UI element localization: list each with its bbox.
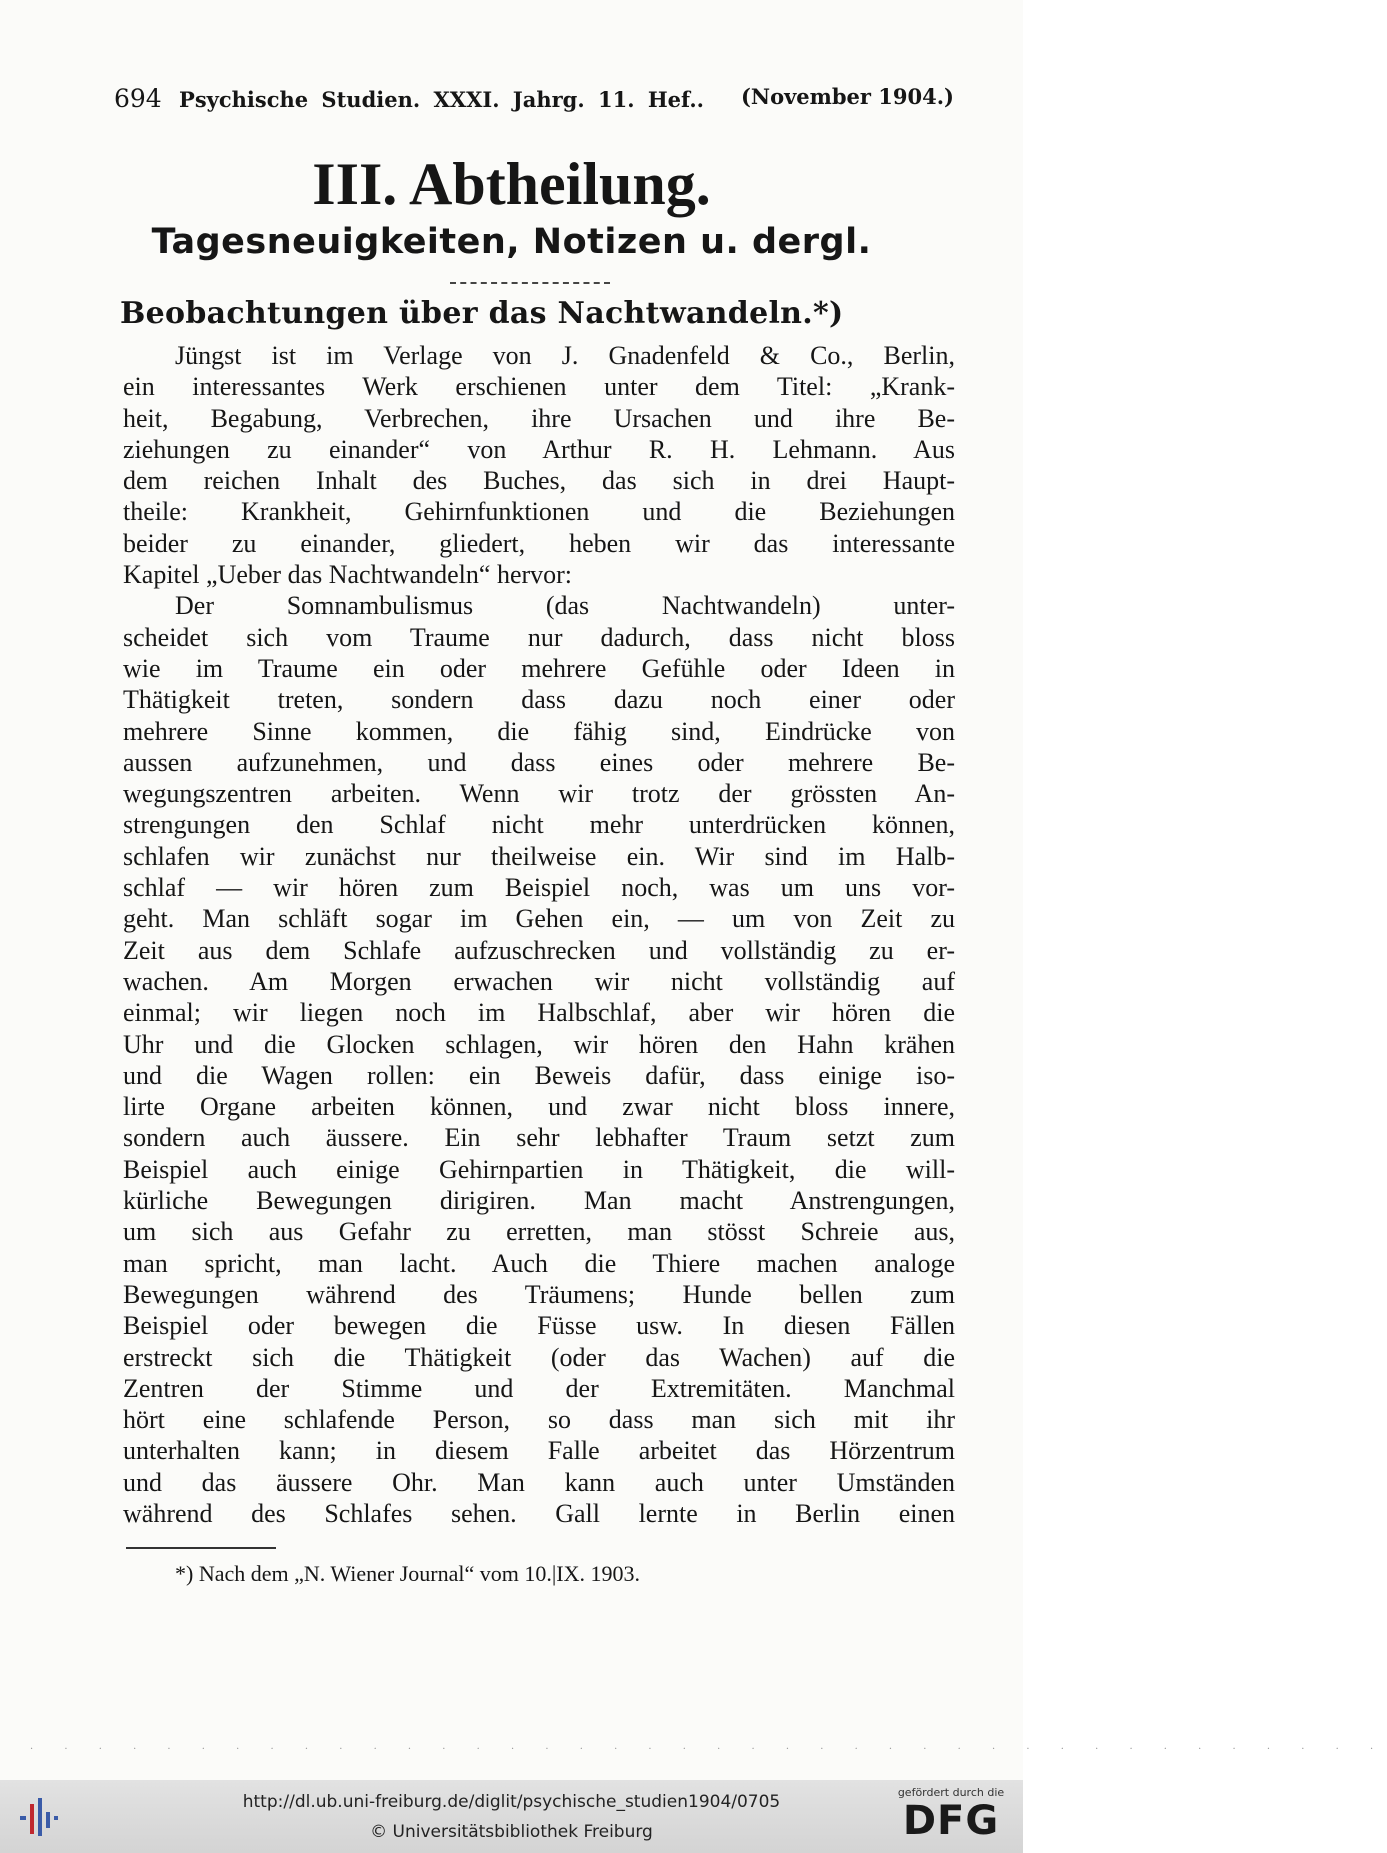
text-line: geht. Man schläft sogar im Gehen ein, — um von Zeit zu [123,904,955,934]
text-line: strengungen den Schlaf nicht mehr unterdrücken können, [123,810,955,840]
text-line: und das äussere Ohr. Man kann auch unter Umständen [123,1467,955,1497]
text-line: während des Schlafes sehen. Gall lernte in Berlin einen [123,1498,955,1528]
text-line: Zeit aus dem Schlafe aufzuschrecken und vollständig zu er- [123,935,955,965]
article-title: Beobachtungen über das Nachtwandeln.*) [120,296,844,331]
text-line: wachen. Am Morgen erwachen wir nicht vollständig auf [123,966,955,996]
sponsor-caption: gefördert durch die [897,1786,1005,1799]
text-line: Jüngst ist im Verlage von J. Gnadenfeld & Co., Berlin, [175,341,955,370]
footnote-rule [126,1547,276,1549]
text-line: beider zu einander, gliedert, heben wir das interessante [123,528,955,558]
text-line: um sich aus Gefahr zu erretten, man stösst Schreie aus, [123,1217,955,1247]
text-line: theile: Krankheit, Gehirnfunktionen und die Beziehungen [123,497,955,527]
text-line: heit, Begabung, Verbrechen, ihre Ursachen und ihre Be- [123,403,955,433]
library-footer [0,1780,1023,1853]
text-line: lirte Organe arbeiten können, und zwar nicht bloss innere, [123,1092,955,1122]
text-line: erstreckt sich die Thätigkeit (oder das Wachen) auf die [123,1342,955,1372]
page-number: 694 [114,84,162,113]
text-line: schlaf — wir hören zum Beispiel noch, was um uns vor- [123,873,955,903]
text-line: mehrere Sinne kommen, die fähig sind, Eindrücke von [123,716,955,746]
journal-name: Psychische Studien. [179,87,421,112]
section-subtitle: Tagesneuigkeiten, Notizen u. dergl. [151,222,872,262]
scan-margin-marks: · · · · · · · · · · · · · · · · · · · · · · · · · · · · · · · · · · · · · · · · [30,1744,1387,1755]
running-header [114,84,954,113]
text-line: Kapitel „Ueber das Nachtwandeln“ hervor: [123,560,573,590]
issue: 11. Hef.. [598,87,704,112]
text-line: sondern auch äussere. Ein sehr lebhafter Traum setzt zum [123,1123,955,1153]
section-divider [450,282,610,286]
article-body [123,340,955,1529]
permalink-url[interactable]: http://dl.ub.uni-freiburg.de/diglit/psychische_studien1904/0705 [242,1792,781,1812]
text-line: Thätigkeit treten, sondern dass dazu noch einer oder [123,685,955,715]
footnote: *) Nach dem „N. Wiener Journal“ vom 10.|IX. 1903. [175,1561,640,1586]
text-line: scheidet sich vom Traume nur dadurch, dass nicht bloss [123,622,955,652]
text-line: unterhalten kann; in diesem Falle arbeitet das Hörzentrum [123,1436,955,1466]
text-line: kürliche Bewegungen dirigiren. Man macht Anstrengungen, [123,1186,955,1216]
section-title: III. Abtheilung. [312,151,711,217]
text-line: und die Wagen rollen: ein Beweis dafür, dass einige iso- [123,1060,955,1090]
text-line: dem reichen Inhalt des Buches, das sich in drei Haupt- [123,466,955,496]
text-line: ein interessantes Werk erschienen unter dem Titel: „Krank- [123,372,955,402]
text-line: wie im Traume ein oder mehrere Gefühle oder Ideen in [123,653,955,683]
volume: XXXI. Jahrg. [433,87,585,112]
text-line: Der Somnambulismus (das Nachtwandeln) unter- [175,591,955,621]
text-line: ziehungen zu einander“ von Arthur R. H. Lehmann. Aus [123,434,955,464]
issue-date: (November 1904.) [740,84,954,109]
text-line: Beispiel auch einige Gehirnpartien in Thätigkeit, die will- [123,1154,955,1184]
text-line: Beispiel oder bewegen die Füsse usw. In diesen Fällen [123,1311,955,1341]
text-line: schlafen wir zunächst nur theilweise ein. Wir sind im Halb- [123,841,955,871]
dfg-sponsor-block [891,1786,1011,1843]
text-line: einmal; wir liegen noch im Halbschlaf, aber wir hören die [123,998,955,1028]
text-line: Uhr und die Glocken schlagen, wir hören den Hahn krähen [123,1029,955,1059]
text-line: man spricht, man lacht. Auch die Thiere machen analoge [123,1248,955,1278]
dfg-logo: DFG [902,1798,1000,1844]
text-line: wegungszentren arbeiten. Wenn wir trotz der grössten An- [123,779,955,809]
text-line: Bewegungen während des Träumens; Hunde bellen zum [123,1279,955,1309]
text-line: hört eine schlafende Person, so dass man sich mit ihr [123,1405,955,1435]
text-line: aussen aufzunehmen, und dass eines oder mehrere Be- [123,747,955,777]
copyright-notice: © Universitätsbibliothek Freiburg [370,1822,653,1842]
text-line: Zentren der Stimme und der Extremitäten. Manchmal [123,1373,955,1403]
